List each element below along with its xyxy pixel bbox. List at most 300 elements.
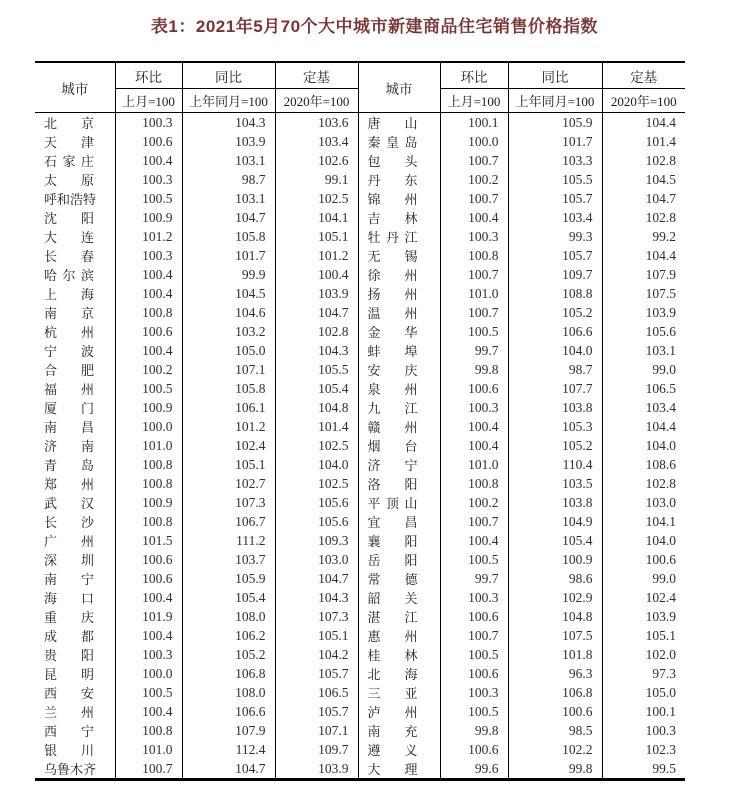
city-name: 青岛: [44, 458, 94, 473]
fixed-base-value: 105.7: [275, 664, 358, 683]
fixed-base-value: 102.8: [645, 152, 676, 168]
yoy-value: 111.2: [182, 531, 275, 550]
city-name: 泉州: [367, 382, 418, 397]
page-title: 表1：2021年5月70个大中城市新建商品住宅销售价格指数: [150, 17, 599, 36]
fixed-base-value: 105.5: [275, 360, 358, 379]
mom-value: 100.6: [115, 132, 182, 151]
yoy-value: 108.0: [182, 607, 275, 626]
fixed-base-value: 104.1: [645, 513, 676, 529]
fixed-base-value: 99.2: [652, 228, 676, 244]
yoy-value: 109.7: [508, 265, 602, 284]
city-cell: [35, 531, 115, 550]
fixed-base-value: 103.9: [645, 304, 676, 320]
city-cell: [358, 512, 440, 531]
yoy-value: 100.9: [508, 550, 602, 569]
fixed-base-value: 100.1: [645, 703, 676, 719]
fixed-base-value: 107.5: [645, 285, 676, 301]
city-name: 厦门: [44, 401, 94, 416]
mom-value: 100.6: [440, 379, 508, 398]
mom-value: 99.8: [440, 360, 508, 379]
mom-value: 100.5: [440, 322, 508, 341]
table-row: [35, 208, 685, 227]
city-name: 金华: [367, 325, 418, 340]
fixed-base-value: 109.3: [275, 531, 358, 550]
fixed-base-value: 105.6: [275, 512, 358, 531]
city-name: 大理: [367, 762, 418, 777]
city-name: 成都: [44, 629, 94, 644]
yoy-value: 106.1: [182, 398, 275, 417]
city-cell: [358, 740, 440, 759]
city-name: 长春: [44, 249, 94, 264]
city-name: 南宁: [44, 572, 94, 587]
city-cell: [358, 170, 440, 189]
table-row: [35, 759, 685, 780]
table-row: [35, 645, 685, 664]
fixed-base-value: 104.7: [275, 303, 358, 322]
subheader-yoy-right: 上年同月=100: [508, 89, 602, 113]
yoy-value: 102.9: [508, 588, 602, 607]
yoy-value: 105.7: [508, 189, 602, 208]
fixed-base-value: 104.4: [645, 247, 676, 263]
city-cell: [35, 208, 115, 227]
table-row: [35, 455, 685, 474]
yoy-value: 105.4: [182, 588, 275, 607]
header-mom-left: 环比: [115, 62, 182, 89]
fixed-base-value: 99.0: [652, 570, 676, 586]
mom-value: 100.4: [440, 531, 508, 550]
yoy-value: 103.1: [182, 189, 275, 208]
mom-value: 101.0: [115, 740, 182, 759]
yoy-value: 105.0: [182, 341, 275, 360]
mom-value: 100.5: [440, 645, 508, 664]
yoy-value: 104.5: [182, 284, 275, 303]
yoy-value: 105.8: [182, 227, 275, 246]
yoy-value: 107.5: [508, 626, 602, 645]
table-row: [35, 265, 685, 284]
fixed-base-value: 103.0: [645, 494, 676, 510]
mom-value: 100.3: [440, 227, 508, 246]
city-cell: [35, 398, 115, 417]
mom-value: 100.8: [115, 474, 182, 493]
fixed-base-value: 104.0: [275, 455, 358, 474]
yoy-value: 99.9: [182, 265, 275, 284]
table-row: [35, 170, 685, 189]
fixed-base-value: 102.8: [275, 322, 358, 341]
city-name: 宜昌: [367, 515, 418, 530]
yoy-value: 98.6: [508, 569, 602, 588]
city-cell: [35, 759, 115, 780]
mom-value: 100.0: [115, 664, 182, 683]
fixed-base-value: 103.9: [645, 608, 676, 624]
fixed-base-value: 104.1: [275, 208, 358, 227]
fixed-base-value: 104.4: [645, 114, 676, 130]
city-name: 唐山: [367, 116, 418, 131]
fixed-base-value: 105.1: [275, 626, 358, 645]
yoy-value: 107.7: [508, 379, 602, 398]
yoy-value: 101.7: [508, 132, 602, 151]
yoy-value: 101.2: [182, 417, 275, 436]
city-name: 北京: [44, 116, 94, 131]
yoy-value: 103.8: [508, 398, 602, 417]
city-name: 北海: [367, 667, 418, 682]
city-cell: [35, 436, 115, 455]
yoy-value: 104.8: [508, 607, 602, 626]
fixed-base-value: 102.8: [645, 475, 676, 491]
city-cell: [358, 284, 440, 303]
table-header: [35, 62, 685, 113]
city-name: 呼和浩特: [44, 192, 97, 207]
city-name: 洛阳: [367, 477, 418, 492]
city-cell: [35, 588, 115, 607]
city-cell: [35, 645, 115, 664]
header-mom-right: 环比: [440, 62, 508, 89]
city-cell: [35, 360, 115, 379]
mom-value: 100.6: [115, 569, 182, 588]
mom-value: 100.3: [115, 246, 182, 265]
city-cell: [35, 569, 115, 588]
mom-value: 100.5: [115, 189, 182, 208]
city-name: 太原: [44, 173, 94, 188]
city-name: 温州: [367, 306, 418, 321]
city-name: 南京: [44, 306, 94, 321]
yoy-value: 105.7: [508, 246, 602, 265]
table-row: [35, 512, 685, 531]
yoy-value: 99.3: [508, 227, 602, 246]
fixed-base-value: 103.4: [275, 132, 358, 151]
city-cell: [358, 436, 440, 455]
fixed-base-value: 102.4: [645, 589, 676, 605]
city-name: 武汉: [44, 496, 94, 511]
fixed-base-value: 100.3: [645, 722, 676, 738]
mom-value: 100.5: [440, 550, 508, 569]
yoy-value: 108.8: [508, 284, 602, 303]
city-name: 三亚: [367, 686, 418, 701]
city-name: 惠州: [367, 629, 418, 644]
fixed-base-value: 100.6: [645, 551, 676, 567]
mom-value: 100.4: [440, 436, 508, 455]
city-name: 银川: [44, 743, 94, 758]
mom-value: 100.0: [440, 132, 508, 151]
yoy-value: 105.4: [508, 531, 602, 550]
fixed-base-value: 105.6: [645, 323, 676, 339]
yoy-value: 107.1: [182, 360, 275, 379]
city-name: 上海: [44, 287, 94, 302]
mom-value: 101.9: [115, 607, 182, 626]
city-name: 锦州: [367, 192, 418, 207]
table-row: [35, 341, 685, 360]
city-cell: [358, 683, 440, 702]
mom-value: 100.7: [440, 151, 508, 170]
city-cell: [35, 740, 115, 759]
city-cell: [35, 189, 115, 208]
yoy-value: 106.6: [508, 322, 602, 341]
city-cell: [358, 227, 440, 246]
yoy-value: 104.3: [182, 113, 275, 133]
city-cell: [358, 531, 440, 550]
city-name: 乌鲁木齐: [44, 762, 97, 777]
city-cell: [358, 379, 440, 398]
fixed-base-value: 105.1: [645, 627, 676, 643]
city-name: 贵阳: [44, 648, 94, 663]
yoy-value: 98.5: [508, 721, 602, 740]
mom-value: 101.0: [440, 284, 508, 303]
table-row: [35, 588, 685, 607]
mom-value: 100.4: [115, 341, 182, 360]
fixed-base-value: 104.2: [275, 645, 358, 664]
mom-value: 100.5: [440, 702, 508, 721]
yoy-value: 103.2: [182, 322, 275, 341]
subheader-base-right: 2020年=100: [602, 89, 685, 113]
yoy-value: 106.8: [182, 664, 275, 683]
city-name: 南昌: [44, 420, 94, 435]
yoy-value: 103.3: [508, 151, 602, 170]
yoy-value: 104.7: [182, 759, 275, 780]
fixed-base-value: 102.5: [275, 189, 358, 208]
city-cell: [358, 455, 440, 474]
table-row: [35, 702, 685, 721]
city-name: 烟台: [367, 439, 418, 454]
mom-value: 100.6: [440, 607, 508, 626]
city-name: 丹东: [367, 173, 418, 188]
city-cell: [358, 189, 440, 208]
fixed-base-value: 108.6: [645, 456, 676, 472]
page: [0, 12, 749, 781]
table-row: [35, 113, 685, 133]
mom-value: 100.4: [440, 208, 508, 227]
city-cell: [35, 702, 115, 721]
city-cell: [358, 607, 440, 626]
subheader-base-left: 2020年=100: [275, 89, 358, 113]
yoy-value: 102.4: [182, 436, 275, 455]
table-row: [35, 569, 685, 588]
city-name: 福州: [44, 382, 94, 397]
city-name: 赣州: [367, 420, 418, 435]
mom-value: 101.0: [440, 455, 508, 474]
price-index-table: [35, 61, 685, 781]
yoy-value: 105.2: [508, 303, 602, 322]
yoy-value: 107.3: [182, 493, 275, 512]
fixed-base-value: 104.5: [645, 171, 676, 187]
fixed-base-value: 99.5: [652, 760, 676, 776]
yoy-value: 105.2: [182, 645, 275, 664]
city-cell: [358, 303, 440, 322]
city-name: 哈尔滨: [44, 268, 94, 283]
subheader-mom-right: 上月=100: [440, 89, 508, 113]
fixed-base-value: 102.5: [275, 474, 358, 493]
fixed-base-value: 104.0: [645, 532, 676, 548]
city-cell: [35, 455, 115, 474]
city-cell: [358, 645, 440, 664]
table-row: [35, 474, 685, 493]
mom-value: 100.9: [115, 493, 182, 512]
city-name: 天津: [44, 135, 94, 150]
city-name: 兰州: [44, 705, 94, 720]
table-row: [35, 246, 685, 265]
yoy-value: 106.7: [182, 512, 275, 531]
mom-value: 100.8: [115, 455, 182, 474]
table-row: [35, 360, 685, 379]
mom-value: 100.2: [440, 493, 508, 512]
city-name: 牡丹江: [367, 230, 418, 245]
mom-value: 100.7: [440, 189, 508, 208]
city-cell: [35, 607, 115, 626]
fixed-base-value: 99.0: [652, 361, 676, 377]
city-name: 吉林: [367, 211, 418, 226]
fixed-base-value: 105.7: [275, 702, 358, 721]
city-name: 蚌埠: [367, 344, 418, 359]
city-name: 石家庄: [44, 154, 94, 169]
fixed-base-value: 104.3: [275, 588, 358, 607]
city-name: 岳阳: [367, 553, 418, 568]
city-cell: [35, 284, 115, 303]
city-cell: [358, 341, 440, 360]
mom-value: 100.4: [115, 626, 182, 645]
mom-value: 100.7: [440, 303, 508, 322]
table-row: [35, 151, 685, 170]
fixed-base-value: 107.3: [275, 607, 358, 626]
table-row: [35, 284, 685, 303]
city-name: 杭州: [44, 325, 94, 340]
fixed-base-value: 102.0: [645, 646, 676, 662]
mom-value: 100.5: [115, 683, 182, 702]
city-cell: [358, 626, 440, 645]
mom-value: 100.4: [115, 702, 182, 721]
fixed-base-value: 104.7: [275, 569, 358, 588]
header-base-right: 定基: [602, 62, 685, 89]
city-cell: [35, 341, 115, 360]
city-cell: [35, 626, 115, 645]
city-cell: [35, 227, 115, 246]
city-cell: [35, 303, 115, 322]
table-row: [35, 436, 685, 455]
city-name: 襄阳: [367, 534, 418, 549]
fixed-base-value: 103.6: [275, 113, 358, 133]
table-row: [35, 607, 685, 626]
yoy-value: 104.6: [182, 303, 275, 322]
mom-value: 100.9: [115, 398, 182, 417]
mom-value: 100.4: [115, 588, 182, 607]
city-name: 海口: [44, 591, 94, 606]
fixed-base-value: 97.3: [652, 665, 676, 681]
city-cell: [358, 721, 440, 740]
table-row: [35, 664, 685, 683]
city-cell: [35, 550, 115, 569]
table-row: [35, 303, 685, 322]
yoy-value: 105.9: [508, 113, 602, 133]
fixed-base-value: 102.8: [645, 209, 676, 225]
city-name: 桂林: [367, 648, 418, 663]
city-name: 安庆: [367, 363, 418, 378]
table-row: [35, 626, 685, 645]
city-cell: [358, 322, 440, 341]
mom-value: 100.4: [440, 417, 508, 436]
yoy-value: 107.9: [182, 721, 275, 740]
city-name: 长沙: [44, 515, 94, 530]
yoy-value: 102.7: [182, 474, 275, 493]
fixed-base-value: 106.5: [275, 683, 358, 702]
city-name: 重庆: [44, 610, 94, 625]
mom-value: 100.3: [440, 683, 508, 702]
mom-value: 99.7: [440, 569, 508, 588]
city-cell: [358, 702, 440, 721]
yoy-value: 106.2: [182, 626, 275, 645]
city-cell: [35, 721, 115, 740]
mom-value: 100.7: [440, 265, 508, 284]
fixed-base-value: 105.6: [275, 493, 358, 512]
yoy-value: 96.3: [508, 664, 602, 683]
city-cell: [358, 360, 440, 379]
city-cell: [35, 170, 115, 189]
yoy-value: 106.6: [182, 702, 275, 721]
city-cell: [35, 265, 115, 284]
fixed-base-value: 103.9: [275, 759, 358, 780]
mom-value: 101.2: [115, 227, 182, 246]
city-cell: [358, 132, 440, 151]
city-name: 大连: [44, 230, 94, 245]
city-cell: [358, 398, 440, 417]
mom-value: 100.6: [115, 322, 182, 341]
city-name: 济南: [44, 439, 94, 454]
city-name: 秦皇岛: [367, 135, 418, 150]
yoy-value: 105.3: [508, 417, 602, 436]
subheader-mom-left: 上月=100: [115, 89, 182, 113]
city-cell: [35, 132, 115, 151]
city-cell: [358, 588, 440, 607]
fixed-base-value: 107.1: [275, 721, 358, 740]
yoy-value: 104.0: [508, 341, 602, 360]
yoy-value: 105.2: [508, 436, 602, 455]
city-cell: [358, 113, 440, 133]
mom-value: 100.4: [115, 151, 182, 170]
header-yoy-left: 同比: [182, 62, 275, 89]
city-cell: [358, 417, 440, 436]
yoy-value: 105.5: [508, 170, 602, 189]
yoy-value: 105.8: [182, 379, 275, 398]
yoy-value: 112.4: [182, 740, 275, 759]
city-name: 昆明: [44, 667, 94, 682]
mom-value: 100.3: [440, 588, 508, 607]
mom-value: 101.5: [115, 531, 182, 550]
table-row: [35, 132, 685, 151]
table-row: [35, 417, 685, 436]
fixed-base-value: 101.4: [275, 417, 358, 436]
yoy-value: 104.7: [182, 208, 275, 227]
table-row: [35, 550, 685, 569]
fixed-base-value: 103.4: [645, 399, 676, 415]
table-row: [35, 721, 685, 740]
yoy-value: 108.0: [182, 683, 275, 702]
city-cell: [358, 208, 440, 227]
city-cell: [358, 664, 440, 683]
yoy-value: 101.8: [508, 645, 602, 664]
fixed-base-value: 102.5: [275, 436, 358, 455]
mom-value: 100.8: [115, 721, 182, 740]
mom-value: 99.6: [440, 759, 508, 780]
yoy-value: 106.8: [508, 683, 602, 702]
fixed-base-value: 104.4: [645, 418, 676, 434]
yoy-value: 105.9: [182, 569, 275, 588]
table-row: [35, 379, 685, 398]
mom-value: 100.4: [115, 284, 182, 303]
mom-value: 100.8: [440, 246, 508, 265]
mom-value: 100.6: [115, 550, 182, 569]
yoy-value: 103.7: [182, 550, 275, 569]
fixed-base-value: 102.3: [645, 741, 676, 757]
mom-value: 100.8: [440, 474, 508, 493]
mom-value: 100.1: [440, 113, 508, 133]
fixed-base-value: 103.9: [275, 284, 358, 303]
city-name: 徐州: [367, 268, 418, 283]
